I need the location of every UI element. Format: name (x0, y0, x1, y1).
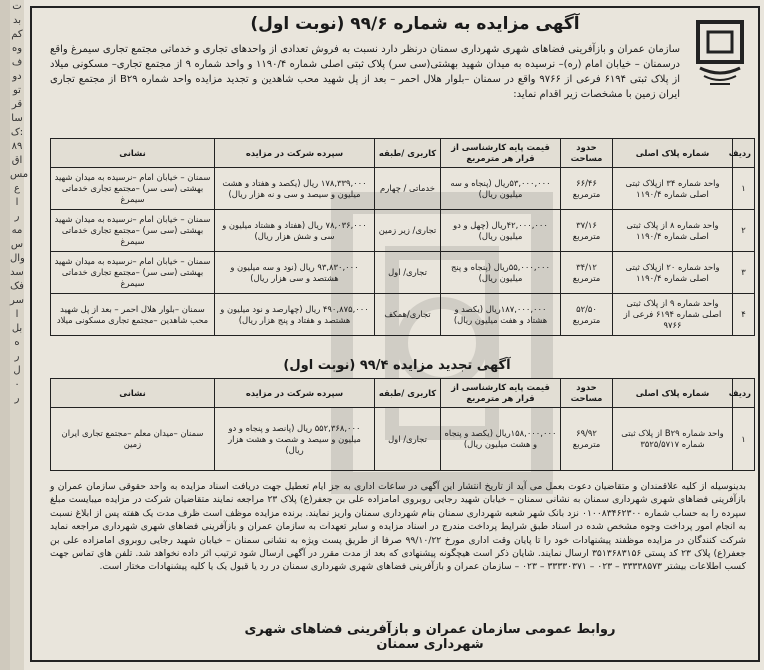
edge-fragment: ر (14, 393, 20, 404)
edge-fragment: وال (10, 253, 25, 264)
table-cell: سمنان – خیابان امام –نرسیده به میدان شهید بهشتی (سی سر) –مجتمع تجاری خدماتی سیمرغ (51, 252, 215, 294)
column-header: ردیف (733, 379, 755, 408)
renewal-auction-table (50, 378, 755, 471)
column-header: ردیف (733, 139, 755, 168)
table-cell: سمنان – خیابان امام –نرسیده به میدان شهید بهشتی (سی سر) –مجتمع تجاری خدماتی سیمرغ (51, 168, 215, 210)
column-header: نشانی (51, 379, 215, 408)
newspaper-page (10, 0, 764, 670)
edge-fragment: بل (11, 323, 23, 334)
table-cell: واحد شماره ۳۴ ازپلاک ثبتی اصلی شماره ۱۱۹۰/۴ (613, 168, 733, 210)
edge-fragment: مس (10, 169, 29, 180)
edge-fragment: اق (11, 155, 23, 166)
table-cell: ۴ (733, 294, 755, 336)
edge-fragment: ع (14, 183, 20, 194)
table-cell: ۱ (733, 168, 755, 210)
table-cell: تجاری/همکف (375, 294, 441, 336)
table-cell: ۱۷۸,۳۳۹,۰۰۰ ریال (یکصد و هفتاد و هشت میلیون و سیصد و سی و نه هزار ریال) (215, 168, 375, 210)
edge-fragment: تو (13, 85, 21, 96)
table-cell: ۱۸۷,۰۰۰,۰۰۰ریال (یکصد و هشتاد و هفت میلیون ریال) (441, 294, 561, 336)
column-header: شماره پلاک اصلی (613, 379, 733, 408)
table-cell: ۳ (733, 252, 755, 294)
table-cell: واحد شماره ۲۰ ازپلاک ثبتی اصلی شماره ۱۱۹۰/۴ (613, 252, 733, 294)
edge-fragment: ر (14, 351, 20, 362)
table-cell: ۵۵۲,۳۶۸,۰۰۰ ریال (پانصد و پنجاه و دو میلیون و سیصد و شصت و هشت هزار ریال) (215, 408, 375, 471)
table-cell: تجاری/ اول (375, 408, 441, 471)
organization-logo (690, 16, 750, 94)
table-cell: ۳۴/۱۲ مترمربع (561, 252, 613, 294)
edge-fragment: وه (11, 43, 23, 54)
column-header: حدود مساحت (561, 379, 613, 408)
edge-fragment: ف (11, 57, 23, 68)
table-cell: واحد شماره ۹ از پلاک ثبتی اصلی شماره ۶۱۹۴ فرعی از ۹۷۶۶ (613, 294, 733, 336)
edge-fragment: سد (10, 267, 24, 278)
public-relations-signature: روابط عمومی سازمان عمران و بازآفرینی فضاهای شهری شهرداری سمنان (244, 622, 616, 652)
edge-fragment: قر (11, 99, 23, 110)
table-cell: ۳۷/۱۶ مترمربع (561, 210, 613, 252)
table-cell: ۲ (733, 210, 755, 252)
table-cell: سمنان –بلوار هلال احمر – بعد از پل شهید محب شاهدین –مجتمع تجاری مسکونی میلاد (51, 294, 215, 336)
edge-fragment: ۰ (14, 379, 20, 390)
edge-fragment: ت (12, 1, 22, 12)
edge-fragment: ه (14, 337, 20, 348)
table-cell: ۴۹۰,۸۷۵,۰۰۰ ریال (چهارصد و نود میلیون و هشتصد و هفتاد و پنج هزار ریال) (215, 294, 375, 336)
renewal-auction-title: آگهی تجدید مزایده ۹۹/۴ (نوبت اول) (283, 358, 511, 373)
edge-fragment: ل (13, 365, 21, 376)
advertisement-frame (30, 6, 760, 662)
table-row (51, 168, 755, 210)
table-row (51, 252, 755, 294)
table-row (51, 210, 755, 252)
table-cell: ۴۲,۰۰۰,۰۰۰ریال (چهل و دو میلیون ریال) (441, 210, 561, 252)
edge-fragment: س (10, 239, 24, 250)
column-header: کاربری /طبقه (375, 139, 441, 168)
table-cell: واحد شماره ۸ از پلاک ثبتی اصلی شماره ۱۱۹۰/۴ (613, 210, 733, 252)
adjacent-column-edge (10, 0, 29, 670)
table-cell: ۷۸,۰۳۶,۰۰۰ ریال (هفتاد و هشتاد میلیون و سی و شش هزار ریال) (215, 210, 375, 252)
table-cell: ۵۲/۵۰ مترمربع (561, 294, 613, 336)
edge-fragment: مه (11, 225, 23, 236)
table-cell: تجاری/ زیر زمین (375, 210, 441, 252)
column-header: شماره پلاک اصلی (613, 139, 733, 168)
edge-fragment: کم (11, 29, 23, 40)
edge-fragment: ا (15, 197, 19, 208)
edge-fragment: فک (10, 281, 24, 292)
table-cell: ۹۳,۸۳۰,۰۰۰ ریال (نود و سه میلیون و هشتصد و سی هزار ریال) (215, 252, 375, 294)
column-header: حدود مساحت (561, 139, 613, 168)
column-header: سپرده شرکت در مزایده (215, 139, 375, 168)
table-cell: واحد شماره B۲۹ از پلاک ثبتی شماره ۳۵۲۵/۵۷۱۷ (613, 408, 733, 471)
column-header: قیمت پایه کارشناسی از قرار هر مترمربع (441, 139, 561, 168)
auction-table (50, 138, 755, 336)
table-cell: ۶۶/۴۶ مترمربع (561, 168, 613, 210)
table-row (51, 294, 755, 336)
column-header: کاربری /طبقه (375, 379, 441, 408)
terms-paragraph: بدینوسیله از کلیه علاقمندان و متقاضیان دعوت بعمل می آید از تاریخ انتشار این آگهی در ساعات اداری به جز ایام تعطیل جهت دریافت اسناد مزایده به واحد حقوقی سازمان عمران و بازآفرینی فضاهای شهری شهرداری سمنان به نشانی سمنان – خیابان شهید رجایی روبروی امامزاده علی بن جعفر(ع) پلاک ۲۳ مراجعه نمایند متقاضیان شرکت در مزایده میبایست مبلغ سپرده را به حساب شماره ۰۱۰۰۸۳۴۶۲۳۰۰ نزد بانک شهر شعبه شهرداری سمنان بنام شهرداری سمنان واریز نمایند. برنده مزایده موظف است ظرف مدت یک هفته پس از ابلاغ نسبت به انجام امور پرداخت وجوه مشخص شده در اسناد طبق شرایط پرداخت مندرج در اسناد مزایده و سایر تعهدات به سازمان عمران و بازآفرینی فضاهای شهری شهرداری مراجعه نماید شرکت کنندگان در مزایده موظفند پیشنهادات خود را تا پایان وقت اداری مورخ ۹۹/۱۰/۲۲ صرفا از طریق پست ویژه به نشانی سمنان – خیابان شهید رجایی روبروی امامزاده علی بن جعفر(ع) پلاک ۲۳ کد پستی ۳۵۱۳۶۸۳۱۵۶ ارسال نمایند. شایان ذکر است هیچگونه پیشنهادی که بعد از مدت مقرر در آگهی ارسال شود ترتیب اثر داده نخواهد شد. تلفن های تماس جهت کسب اطلاعات بیشتر ۳۳۳۳۸۵۷۳ – ۰۲۳ – ۳۳۳۳۰۳۷۱ – ۰۲۳ – سازمان عمران و بازآفرینی فضاهای شهری شهرداری سمنان در رد یا قبول یک یا کلیه پیشنهادات مختار است. (50, 481, 747, 573)
column-header: نشانی (51, 139, 215, 168)
table-cell: ۶۹/۹۲ مترمربع (561, 408, 613, 471)
advertisement-title: آگهی مزایده به شماره ۹۹/۶ (نوبت اول) (250, 14, 580, 34)
table-row (51, 408, 755, 471)
table-cell: ۱ (733, 408, 755, 471)
intro-paragraph: سازمان عمران و بازآفرینی فضاهای شهری شهرداری سمنان درنظر دارد نسبت به فروش تعدادی از واحدهای تجاری و خدماتی مجتمع تجاری سیمرغ واقع درسمنان – خیابان امام (ره)– نرسیده به میدان شهید بهشتی(سی سر) پلاک ثبتی اصلی شماره ۱۱۹۰/۴ و واحد شماره ۹ از مجتمع تجاری– مسکونی میلاد از پلاک ثبتی ۶۱۹۴ فرعی از ۹۷۶۶ واقع در سمنان –بلوار هلال احمر – بعد از پل شهید محب شاهدین و تجدید مزایده واحد شماره B۲۹ از مجتمع تجاری ایران زمین با مشخصات زیر اقدام نماید: (50, 44, 680, 100)
table-cell: خدماتی / چهارم (375, 168, 441, 210)
table-cell: ۱۵۸,۰۰۰,۰۰۰ریال (یکصد و پنجاه و هشت میلیون ریال) (441, 408, 561, 471)
edge-fragment: دو (12, 71, 22, 82)
edge-fragment: سر (10, 295, 24, 306)
edge-fragment: بد (12, 15, 22, 26)
table-cell: سمنان – خیابان امام –نرسیده به میدان شهید بهشتی (سی سر) –مجتمع تجاری خدماتی سیمرغ (51, 210, 215, 252)
edge-fragment: ر (14, 211, 20, 222)
edge-fragment: ۸۹ (11, 141, 23, 152)
table-cell: تجاری/ اول (375, 252, 441, 294)
table-cell: ۵۳,۰۰۰,۰۰۰ریال (پنجاه و سه میلیون ریال) (441, 168, 561, 210)
table-cell: ۵۵,۰۰۰,۰۰۰ریال (پنجاه و پنج میلیون ریال) (441, 252, 561, 294)
edge-fragment: ک: (10, 127, 24, 138)
column-header: سپرده شرکت در مزایده (215, 379, 375, 408)
edge-fragment: سا (11, 113, 23, 124)
column-header: قیمت پایه کارشناسی از قرار هر مترمربع (441, 379, 561, 408)
table-cell: سمنان –میدان معلم –مجتمع تجاری ایران زمین (51, 408, 215, 471)
edge-fragment: ا (15, 309, 19, 320)
